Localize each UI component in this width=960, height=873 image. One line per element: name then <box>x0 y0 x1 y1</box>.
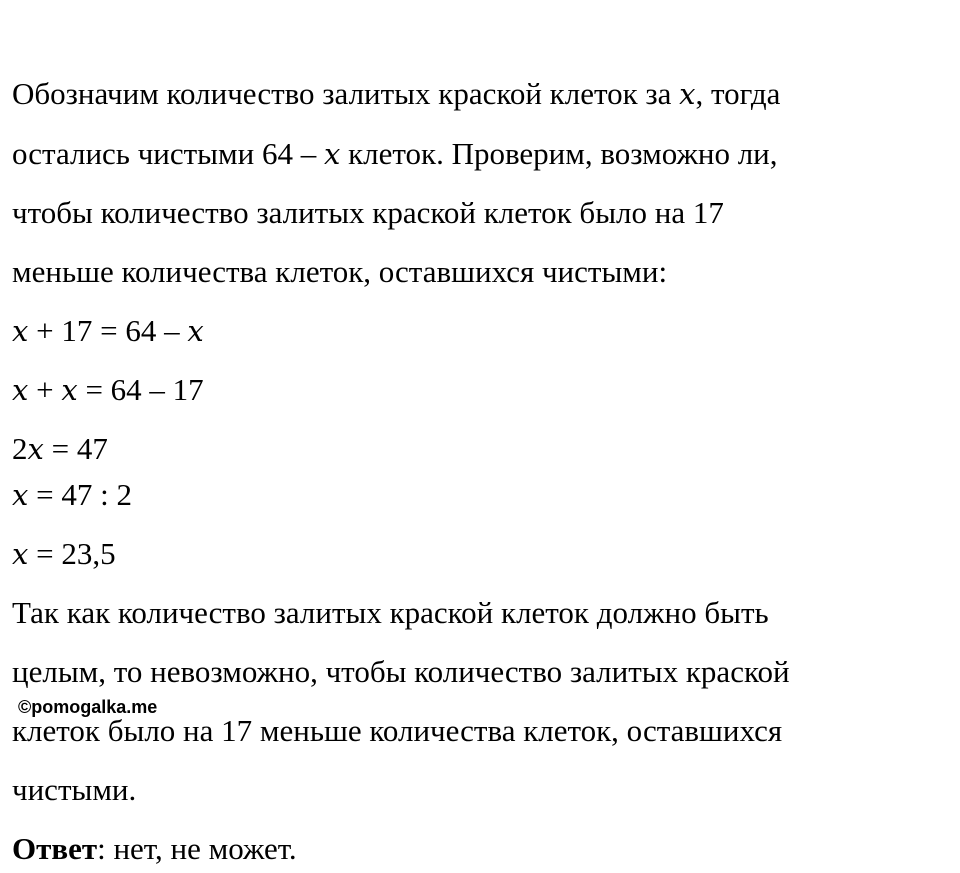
equation-2 <box>12 372 204 408</box>
text-segment: клеток. Проверим, возможно ли, <box>340 136 778 171</box>
paragraph1-line1 <box>12 76 780 112</box>
answer-line <box>12 831 297 867</box>
variable-x: x <box>27 432 44 466</box>
paragraph2-line3: клеток было на 17 меньше количества клеток, оставшихся <box>12 713 783 748</box>
variable-x: x <box>12 314 29 348</box>
paragraph2-line2: целым, то невозможно, чтобы количество залитых краской <box>12 654 790 689</box>
paragraph1-line3: чтобы количество залитых краской клеток было на 17 <box>12 195 724 230</box>
equation-3 <box>12 431 108 467</box>
paragraph2-line4: чистыми. <box>12 772 137 807</box>
watermark: ©pomogalka.me <box>18 697 158 717</box>
equation-text: = 23,5 <box>28 536 116 571</box>
variable-x: x <box>12 478 29 512</box>
answer-text: : нет, не может. <box>97 831 297 866</box>
equation-5 <box>12 536 116 572</box>
equation-text: = 64 – 17 <box>77 372 204 407</box>
variable-x: x <box>12 537 29 571</box>
answer-label: Ответ <box>12 831 98 866</box>
variable-x: x <box>187 314 204 348</box>
equation-text: 2 <box>12 431 28 466</box>
paragraph1-line4: меньше количества клеток, оставшихся чистыми: <box>12 254 668 289</box>
equation-text: = 47 <box>43 431 108 466</box>
variable-x: x <box>61 373 78 407</box>
equation-text: + <box>28 372 62 407</box>
equation-text: + 17 = 64 – <box>28 313 188 348</box>
equation-4 <box>12 477 132 513</box>
paragraph2-line1: Так как количество залитых краской клеток должно быть <box>12 595 769 630</box>
equation-1 <box>12 313 204 349</box>
text-segment: Обозначим количество залитых краской клеток за <box>12 76 680 111</box>
variable-x: x <box>323 137 341 171</box>
text-segment: остались чистыми 64 – <box>12 136 324 171</box>
variable-x: x <box>12 373 29 407</box>
variable-x: x <box>679 77 696 111</box>
equation-text: = 47 : 2 <box>28 477 132 512</box>
text-segment: , тогда <box>695 76 781 111</box>
paragraph1-line2 <box>12 136 778 172</box>
